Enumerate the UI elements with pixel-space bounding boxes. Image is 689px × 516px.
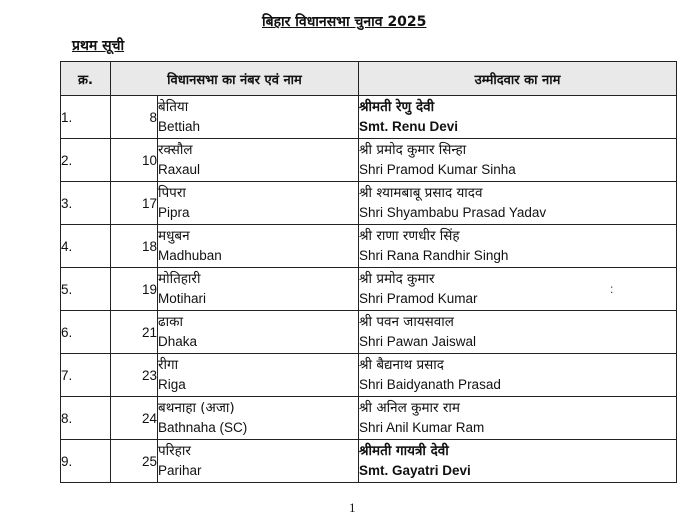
table-row [61, 96, 677, 139]
candidate-name-hindi: श्रीमती रेणु देवी [359, 99, 435, 115]
serial-cell: 7. [61, 354, 111, 397]
candidate-name-english: Shri Pawan Jaiswal [359, 334, 477, 349]
table-row [61, 397, 677, 440]
candidate-name-cell [359, 182, 677, 225]
stray-mark: : [610, 282, 614, 296]
constituency-name-english: Bathnaha (SC) [158, 420, 248, 435]
constituency-name-cell [158, 268, 359, 311]
header-constituency: विधानसभा का नंबर एवं नाम [111, 62, 359, 96]
header-serial: क्र. [61, 62, 111, 96]
constituency-name-cell [158, 397, 359, 440]
candidate-name-cell [359, 397, 677, 440]
constituency-name-cell [158, 311, 359, 354]
constituency-name-hindi: मोतिहारी [158, 271, 201, 287]
candidate-name-english: Shri Anil Kumar Ram [359, 420, 485, 435]
serial-cell: 9. [61, 440, 111, 483]
table-row [61, 182, 677, 225]
constituency-name-english: Riga [158, 377, 186, 392]
constituency-number: 17 [111, 182, 158, 225]
constituency-number: 21 [111, 311, 158, 354]
candidate-name-cell [359, 354, 677, 397]
constituency-name-hindi: रीगा [158, 357, 179, 373]
candidate-name-cell [359, 139, 677, 182]
page-number: 1 [349, 500, 356, 515]
candidate-name-english: Shri Shyambabu Prasad Yadav [359, 205, 547, 220]
serial-cell: 8. [61, 397, 111, 440]
candidate-name-hindi: श्री बैद्यनाथ प्रसाद [359, 357, 444, 373]
candidate-name-cell [359, 311, 677, 354]
constituency-name-cell [158, 354, 359, 397]
constituency-name-english: Dhaka [158, 334, 198, 349]
constituency-number: 25 [111, 440, 158, 483]
candidate-name-english: Smt. Renu Devi [359, 119, 459, 134]
serial-cell: 1. [61, 96, 111, 139]
serial-cell: 5. [61, 268, 111, 311]
candidate-name-english: Shri Rana Randhir Singh [359, 248, 509, 263]
candidate-name-cell [359, 440, 677, 483]
constituency-number: 23 [111, 354, 158, 397]
candidate-name-hindi: श्री श्यामबाबू प्रसाद यादव [359, 185, 483, 201]
candidate-name-hindi: श्री राणा रणधीर सिंह [359, 228, 460, 244]
table-row [61, 354, 677, 397]
constituency-name-hindi: बथनाहा (अजा) [158, 400, 235, 416]
constituency-number: 24 [111, 397, 158, 440]
candidate-name-english: Shri Pramod Kumar [359, 291, 478, 306]
constituency-name-hindi: रक्सौल [158, 142, 193, 158]
constituency-name-hindi: बेतिया [158, 99, 189, 115]
serial-cell: 2. [61, 139, 111, 182]
constituency-name-english: Pipra [158, 205, 190, 220]
table-row [61, 268, 677, 311]
constituency-name-hindi: परिहार [158, 443, 191, 459]
list-heading: प्रथम सूची [72, 38, 125, 54]
constituency-number: 18 [111, 225, 158, 268]
table-row [61, 311, 677, 354]
candidate-name-english: Smt. Gayatri Devi [359, 463, 471, 478]
cropped-top-line [180, 0, 480, 5]
serial-cell: 6. [61, 311, 111, 354]
constituency-name-cell [158, 225, 359, 268]
candidate-table [60, 61, 677, 483]
constituency-name-cell [158, 182, 359, 225]
constituency-number: 10 [111, 139, 158, 182]
candidate-name-hindi: श्री अनिल कुमार राम [359, 400, 460, 416]
candidate-name-hindi: श्री प्रमोद कुमार सिन्हा [359, 142, 467, 158]
candidate-name-hindi: श्री पवन जायसवाल [359, 314, 454, 330]
constituency-name-hindi: ढाका [158, 314, 183, 330]
constituency-name-english: Parihar [158, 463, 202, 478]
candidate-name-hindi: श्री प्रमोद कुमार [359, 271, 435, 287]
serial-cell: 4. [61, 225, 111, 268]
candidate-name-english: Shri Pramod Kumar Sinha [359, 162, 516, 177]
table-row [61, 440, 677, 483]
table-row [61, 225, 677, 268]
serial-cell: 3. [61, 182, 111, 225]
constituency-number: 8 [111, 96, 158, 139]
document-title: बिहार विधानसभा चुनाव 2025 [262, 14, 427, 30]
constituency-name-hindi: पिपरा [158, 185, 186, 201]
candidate-name-hindi: श्रीमती गायत्री देवी [359, 443, 449, 459]
constituency-number: 19 [111, 268, 158, 311]
constituency-name-english: Raxaul [158, 162, 201, 177]
candidate-name-english: Shri Baidyanath Prasad [359, 377, 501, 392]
table-row [61, 139, 677, 182]
constituency-name-english: Motihari [158, 291, 207, 306]
candidate-name-cell [359, 268, 677, 311]
table-header-row [61, 62, 677, 96]
constituency-name-cell [158, 139, 359, 182]
constituency-name-cell [158, 440, 359, 483]
candidate-name-cell [359, 96, 677, 139]
constituency-name-cell [158, 96, 359, 139]
constituency-name-hindi: मधुबन [158, 228, 190, 244]
header-candidate: उम्मीदवार का नाम [359, 62, 677, 96]
constituency-name-english: Madhuban [158, 248, 222, 263]
candidate-name-cell [359, 225, 677, 268]
constituency-name-english: Bettiah [158, 119, 201, 134]
